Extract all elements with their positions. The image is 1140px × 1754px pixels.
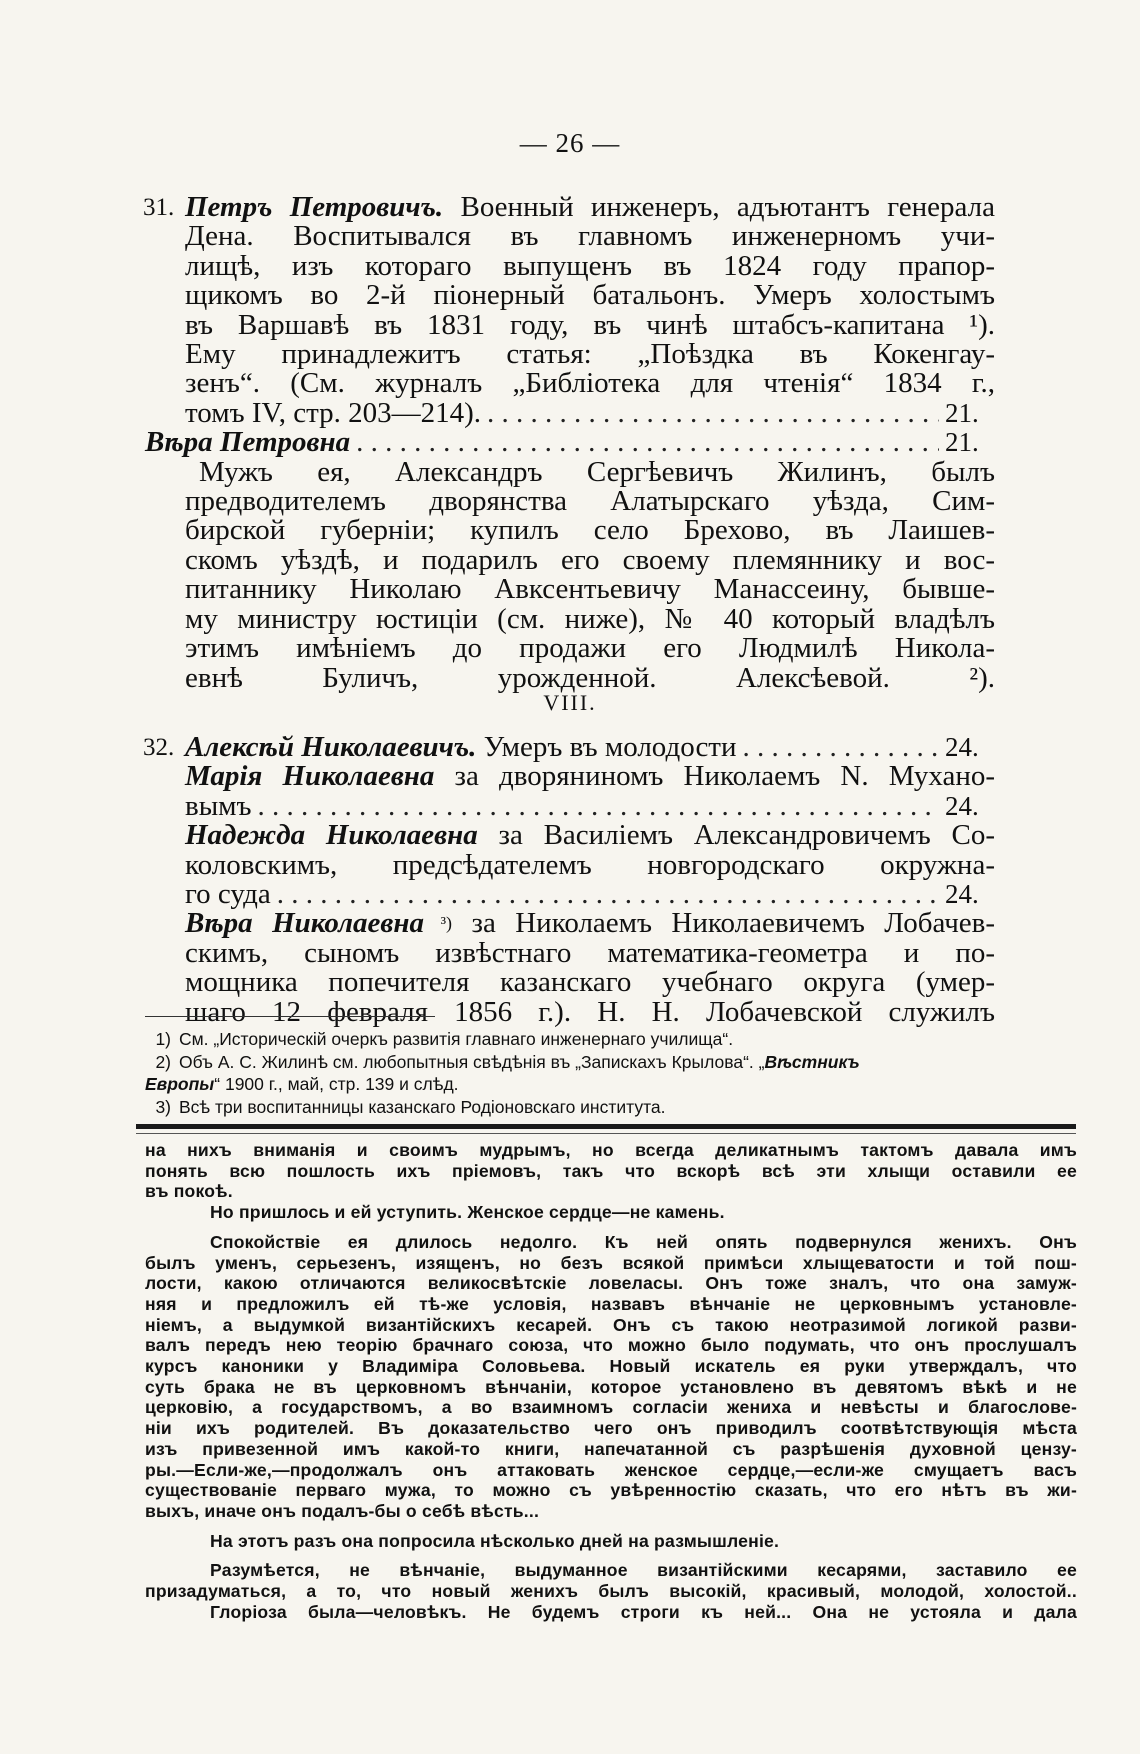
- footnote-mark: 3): [155, 1096, 171, 1117]
- entry-line: шаго 12 февраля 1856 г.). Н. Н. Лобачевской служилъ: [185, 995, 995, 1028]
- footnotes: [145, 1028, 985, 1118]
- entry-line: въ Варшавѣ въ 1831 году, въ чинѣ штабсъ-капитана ¹).: [185, 308, 995, 341]
- clipping-line: былъ уменъ, серьезенъ, изященъ, но безъ всякой примѣси хлыщеватости и той пош-: [145, 1252, 1077, 1273]
- footnote-mark: 1): [155, 1029, 171, 1049]
- entry-number: 31.: [143, 194, 175, 221]
- separator-thin: [136, 1133, 1076, 1134]
- person-name: Петръ Петровичъ.: [185, 191, 444, 223]
- person-name: Вѣра Николаевна: [185, 907, 424, 940]
- entry-number: 32.: [143, 734, 175, 761]
- leader-dots: [487, 399, 939, 428]
- page-ref: 24.: [945, 732, 979, 762]
- page-ref: 21.: [945, 397, 979, 428]
- clipping-line: Спокойствіе ея длилось недолго. Къ ней опять подвернулся женихъ. Онъ: [210, 1231, 1077, 1252]
- clipping-line: Глоріоза была—человѣкъ. Не будемъ строги къ ней... Она не устояла и дала: [210, 1601, 1077, 1622]
- clipping-line: Разумѣется, не вѣнчаніе, выдуманное византійскими кесарями, заставило ее: [210, 1560, 1077, 1581]
- footnote-continuation: Европы“ 1900 г., май, стр. 139 и слѣд.: [145, 1074, 459, 1094]
- entry-line: мощника попечителя казанскаго учебнаго округа (умер-: [185, 966, 995, 999]
- page-ref: 21.: [945, 427, 979, 458]
- person-name: Марія Николаевна: [185, 760, 435, 793]
- entry-line: этимъ имѣніемъ до продажи его Людмилѣ Никола-: [185, 632, 995, 665]
- clipping-line: лости, какою отличаются великосвѣтскіе ловеласы. Онъ тоже зналъ, что она замуж-: [145, 1273, 1077, 1294]
- entry-31: [143, 191, 995, 694]
- footnote: 1) См. „Историческій очеркъ развитія главнаго инженернаго училища“.: [145, 1028, 985, 1051]
- person-name: Алексѣй Николаевичъ.: [185, 731, 477, 763]
- clipping-line: понять всю пошлость ихъ пріемовъ, такъ что вскорѣ всѣ эти хлыщи оставили ее: [145, 1160, 1077, 1181]
- entry-line: коловскимъ, предсѣдателемъ новгородскаго окружна-: [185, 848, 995, 881]
- clipping-line: существованіе перваго мужа, то можно съ увѣренностію сказать, что его нѣтъ въ жи-: [145, 1480, 1077, 1501]
- person-name: Вѣра Петровна: [145, 426, 351, 459]
- entry-line: скомъ уѣздѣ, и подарилъ его своему племяннику и вос-: [185, 543, 995, 576]
- entry-dotted-line: го суда . . . 24.: [185, 880, 995, 909]
- leader-dots: [356, 428, 939, 457]
- entry-line: Мужъ ея, Александръ Сергѣевичъ Жилинъ, былъ: [199, 455, 995, 488]
- entry-line: Петръ Петровичъ. Военный инженеръ, адъютантъ генерала: [185, 191, 995, 223]
- entry-line: Дена. Воспитывался въ главномъ инженерномъ учи-: [185, 220, 995, 253]
- page-ref: 24.: [945, 790, 979, 821]
- separator-thick: [136, 1124, 1076, 1129]
- clipping-line: ніемъ, а выдумкой византійскихъ кесарей. Онъ съ такою неотразимой логикой разви-: [145, 1314, 1077, 1335]
- clipping-line: няя и предложилъ ей тѣ-же условія, назвавъ вѣнчаніе не церковнымъ установле-: [145, 1293, 1077, 1314]
- entry-line: зенъ“. (См. журналъ „Библіотека для чтенія“ 1834 г.,: [185, 367, 995, 400]
- entry-line: бирской губерніи; купилъ село Брехово, въ Лаишев-: [185, 514, 995, 547]
- clipping-line: На этотъ разъ она попросила нѣсколько дней на размышленіе.: [210, 1530, 780, 1551]
- clipping-line: призадуматься, а то, что новый женихъ былъ высокій, красивый, молодой, холостой..: [145, 1581, 1077, 1602]
- clipping-line: въ покоѣ.: [145, 1181, 233, 1202]
- leader-dots: [743, 733, 939, 762]
- clipping-line: выхъ, иначе онъ подалъ-бы о себѣ вѣсть...: [145, 1500, 540, 1521]
- page-ref: 24.: [945, 879, 979, 910]
- person-name: Надежда Николаевна: [185, 819, 478, 852]
- clipping-line: изъ привезенной имъ какой-то книги, напечатанной съ разрѣшенія духовной цензу-: [145, 1438, 1077, 1459]
- clipping-line: ніи ихъ родителей. Въ доказательство чего онъ приводилъ соотвѣтствующія мѣста: [145, 1418, 1077, 1439]
- footnote-rule: [145, 1016, 435, 1017]
- entry-line: скимъ, сыномъ извѣстнаго математика-геометра и по-: [185, 936, 995, 969]
- entry-line: щикомъ во 2-й піонерный батальонъ. Умеръ холостымъ: [185, 279, 995, 312]
- footnote: 3) Всѣ три воспитанницы казанскаго Родіоновскаго института.: [145, 1096, 985, 1119]
- entry-line: лищѣ, изъ котораго выпущенъ въ 1824 году прапор-: [185, 249, 995, 282]
- clipping-line: валъ передъ нею теорію брачнаго союза, что можно было подумать, что онъ прослушалъ: [145, 1335, 1077, 1356]
- entry-line: му министру юстиціи (см. ниже), № 40 который владѣлъ: [185, 602, 995, 635]
- entry-dotted-line: Алексѣй Николаевичъ. Умеръ въ молодости . . . 24.: [185, 733, 995, 762]
- clipping-line: церковію, а государствомъ, а во взаимномъ согласіи жениха и невѣсты и благослове-: [145, 1397, 1077, 1418]
- entry-dotted-line: вымъ . . . 24.: [185, 792, 995, 821]
- clipping-line: на нихъ вниманія и своимъ мудрымъ, но всегда деликатнымъ тактомъ давала имъ: [145, 1140, 1077, 1160]
- entry-line: Ему принадлежитъ статья: „Поѣздка въ Кокенгау-: [185, 338, 995, 371]
- clipping-line: ры.—Если-же,—продолжалъ онъ аттаковать женское сердце,—если-же смущаетъ васъ: [145, 1459, 1077, 1480]
- clipping-line: суть брака не въ церковномъ вѣнчаніи, которое установлено въ девятомъ вѣкѣ и не: [145, 1376, 1077, 1397]
- leader-dots: [277, 880, 939, 909]
- entry-dotted-line: [145, 428, 995, 457]
- entry-line: Вѣра Николаевна $^{^3)}$ за Николаемъ Николаевичемъ Лобачев-: [185, 907, 996, 940]
- footnote: 2) Объ А. С. Жилинѣ см. любопытныя свѣдѣнія въ „Запискахъ Крылова“. „Вѣстникъ: [145, 1051, 985, 1074]
- leader-dots: [258, 792, 939, 821]
- page-number: — 26 —: [519, 128, 621, 158]
- entry-line: Надежда Николаевна за Василіемъ Александровичемъ Со-: [185, 819, 995, 852]
- entry-line: предводителемъ дворянства Алатырскаго уѣзда, Сим-: [185, 485, 995, 518]
- entry-line: питаннику Николаю Авксентьевичу Манассеину, бывше-: [185, 573, 995, 606]
- newspaper-clipping: [145, 1140, 1077, 1622]
- entry-32: [143, 731, 996, 1028]
- clipping-line: Но пришлось и ей уступить. Женское сердце—не камень.: [210, 1202, 725, 1223]
- section-mark: VIII.: [543, 690, 597, 715]
- entry-line: евнѣ Буличъ, урожденной. Алексѣевой. ²).: [185, 661, 995, 694]
- clipping-line: курсъ каноники у Владиміра Соловьева. Новый искатель ея руки утверждалъ, что: [145, 1356, 1077, 1377]
- footnote-mark: 2): [155, 1051, 171, 1072]
- entry-dotted-line: томъ IV, стр. 203—214). . . . 21.: [185, 399, 995, 428]
- entry-line: Марія Николаевна за дворяниномъ Николаемъ N. Мухано-: [185, 760, 995, 793]
